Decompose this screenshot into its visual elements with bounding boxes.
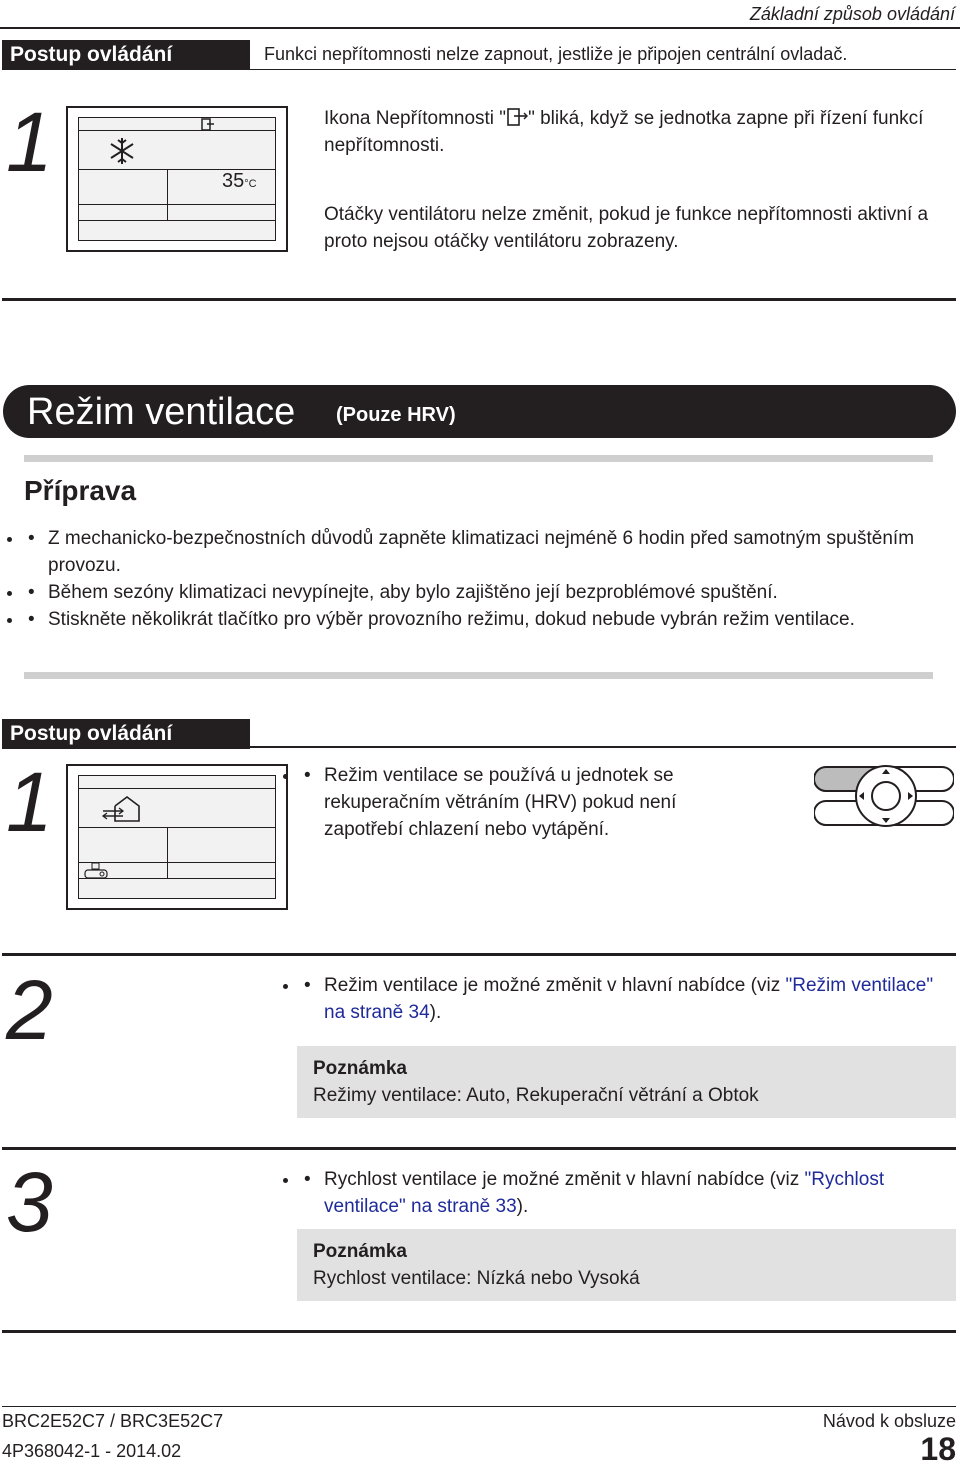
banner-subtitle: (Pouze HRV) bbox=[336, 404, 456, 426]
lcd-display-absence bbox=[66, 106, 288, 252]
lcd-line bbox=[79, 220, 275, 221]
step3-text-post: ). bbox=[516, 1196, 529, 1217]
step-number-2: 2 bbox=[6, 963, 53, 1057]
step3-bullet bbox=[300, 1166, 940, 1220]
prep-item: • • Z mechanicko-bezpečnostních důvodů zapněte klimatizaci nejméně 6 hodin před samotným spuštěním provozu. bbox=[24, 525, 934, 579]
fan-speed-text: Otáčky ventilátoru nelze změnit, pokud je funkce nepřítomnosti aktivní a proto nejsou otáčky ventilátoru zobrazeny. bbox=[324, 204, 929, 252]
absence-icon-text bbox=[324, 105, 944, 159]
lcd-line bbox=[79, 827, 275, 828]
step2-note-title: Poznámka bbox=[313, 1058, 407, 1079]
tag-underline bbox=[250, 69, 956, 70]
step1-bullet: • • Režim ventilace se používá u jednotek se rekuperačním větráním (HRV) pokud není zapotřebí chlazení nebo vytápění. bbox=[300, 762, 740, 843]
step2-text-pre: Režim ventilace je možné změnit v hlavní nabídce (viz bbox=[324, 975, 786, 996]
step2-note-box bbox=[297, 1046, 956, 1118]
lcd-divider bbox=[167, 827, 168, 879]
absence-icon bbox=[201, 118, 215, 132]
absence-text-post: " bliká, když se jednotka zapne při řízení funkcí nepřítomnosti. bbox=[324, 108, 924, 156]
end-rule bbox=[2, 1330, 956, 1333]
footer-doc-code: 4P368042-1 - 2014.02 bbox=[2, 1441, 182, 1461]
section-rule bbox=[2, 298, 956, 301]
tag-underline-2 bbox=[2, 746, 956, 748]
step3-text-pre: Rychlost ventilace je možné změnit v hlavní nabídce (viz bbox=[324, 1169, 805, 1190]
step-rule-3 bbox=[2, 1147, 956, 1150]
lcd-line bbox=[79, 204, 275, 205]
lcd-temperature bbox=[222, 170, 257, 195]
page-number: 18 bbox=[920, 1431, 956, 1467]
procedure-tag-2: Postup ovládání bbox=[2, 719, 250, 749]
lcd-display-ventilation bbox=[66, 764, 288, 910]
step2-link[interactable]: "Režim ventilace" na straně 34 bbox=[324, 975, 934, 1023]
lcd-temp-unit: °C bbox=[244, 178, 257, 190]
section-banner bbox=[3, 385, 956, 438]
lcd-line bbox=[79, 130, 275, 131]
snowflake-icon bbox=[107, 136, 137, 166]
preparation-heading: Příprava bbox=[24, 475, 137, 506]
step1-text bbox=[300, 762, 740, 843]
prep-item: • • Během sezóny klimatizaci nevypínejte, aby bylo zajištěno její bezproblémové spuštění. bbox=[24, 579, 934, 606]
lcd-divider bbox=[167, 169, 168, 221]
step3-text bbox=[300, 1166, 940, 1220]
banner-title: Režim ventilace bbox=[27, 391, 296, 433]
lcd-temp-value: 35 bbox=[222, 170, 245, 192]
step2-note-text: Režimy ventilace: Auto, Rekuperační větrání a Obtok bbox=[313, 1085, 759, 1106]
step2-bullet bbox=[300, 972, 940, 1026]
step-number-3: 3 bbox=[6, 1155, 53, 1249]
step3-note-text: Rychlost ventilace: Nízká nebo Vysoká bbox=[313, 1268, 640, 1289]
ventilation-mode-icon bbox=[101, 794, 141, 824]
lcd-screen bbox=[78, 775, 276, 899]
step3-note-box bbox=[297, 1229, 956, 1301]
header-section-title: Základní způsob ovládání bbox=[749, 4, 955, 24]
prep-top-rule bbox=[24, 455, 933, 462]
absence-text-pre: Ikona Nepřítomnosti " bbox=[324, 108, 507, 129]
step2-text bbox=[300, 972, 940, 1026]
step-number-1: 1 bbox=[6, 95, 53, 189]
remote-buttons-illustration bbox=[814, 763, 954, 829]
lcd-line bbox=[79, 788, 275, 789]
footer-model: BRC2E52C7 / BRC3E52C7 bbox=[2, 1411, 224, 1431]
step-number-1b: 1 bbox=[6, 755, 53, 849]
footer-manual: Návod k obsluze bbox=[822, 1411, 956, 1431]
step2-text-post: ). bbox=[429, 1002, 442, 1023]
step-rule-2 bbox=[2, 953, 956, 956]
step3-note-title: Poznámka bbox=[313, 1241, 407, 1262]
fan-auto-icon bbox=[83, 862, 109, 880]
procedure-tag: Postup ovládání bbox=[2, 40, 250, 70]
footer-rule bbox=[2, 1406, 956, 1407]
absence-icon bbox=[506, 107, 528, 127]
preparation-list bbox=[24, 525, 934, 633]
prep-item: • • Stiskněte několikrát tlačítko pro výběr provozního režimu, dokud nebude vybrán režim ventilace. bbox=[24, 606, 934, 633]
step3-link[interactable]: "Rychlost ventilace" na straně 33 bbox=[324, 1169, 885, 1217]
prep-bottom-rule bbox=[24, 672, 933, 679]
lcd-screen bbox=[78, 117, 276, 241]
central-controller-note: Funkci nepřítomnosti nelze zapnout, jestliže je připojen centrální ovladač. bbox=[264, 44, 848, 64]
header-rule bbox=[0, 27, 960, 29]
